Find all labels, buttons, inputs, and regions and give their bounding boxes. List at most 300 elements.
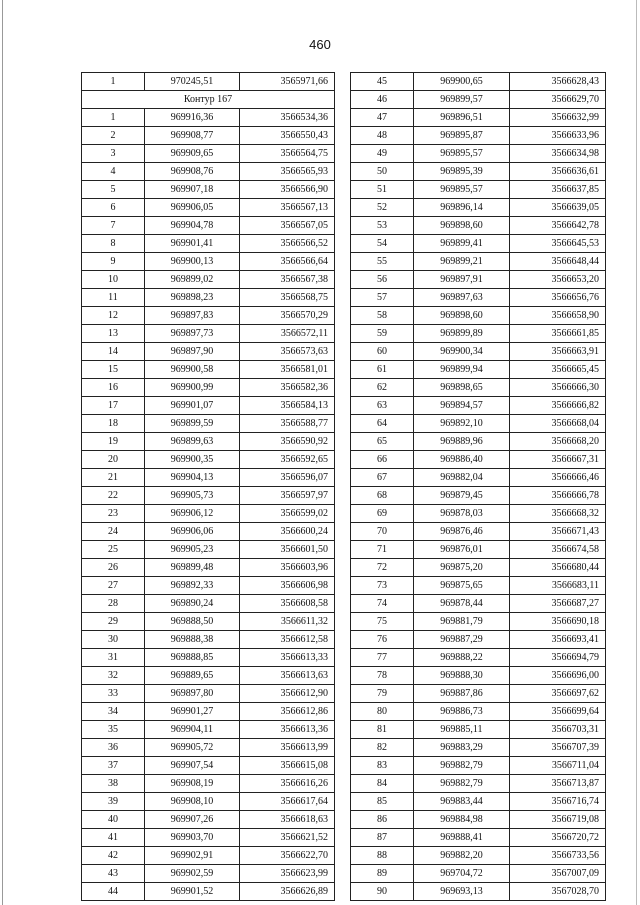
point-number-cell: 40	[82, 811, 145, 829]
point-number-cell: 38	[82, 775, 145, 793]
point-number-cell: 76	[351, 631, 414, 649]
table-row	[82, 379, 335, 397]
y-coordinate-cell: 3566656,76	[510, 289, 606, 307]
x-coordinate-cell: 969895,87	[414, 127, 510, 145]
table-row	[351, 91, 606, 109]
y-coordinate-cell: 3566716,74	[510, 793, 606, 811]
y-coordinate-cell: 3566663,91	[510, 343, 606, 361]
point-number-cell: 39	[82, 793, 145, 811]
point-number-cell: 8	[82, 235, 145, 253]
point-number-cell: 22	[82, 487, 145, 505]
x-coordinate-cell: 969876,46	[414, 523, 510, 541]
x-coordinate-cell: 969887,29	[414, 631, 510, 649]
x-coordinate-cell: 969899,63	[145, 433, 240, 451]
point-number-cell: 50	[351, 163, 414, 181]
y-coordinate-cell: 3566613,63	[240, 667, 335, 685]
table-row	[351, 379, 606, 397]
point-number-cell: 49	[351, 145, 414, 163]
x-coordinate-cell: 969907,54	[145, 757, 240, 775]
y-coordinate-cell: 3566565,93	[240, 163, 335, 181]
point-number-cell: 44	[82, 883, 145, 901]
point-number-cell: 75	[351, 613, 414, 631]
y-coordinate-cell: 3566599,02	[240, 505, 335, 523]
x-coordinate-cell: 969899,21	[414, 253, 510, 271]
table-row	[82, 739, 335, 757]
table-row	[82, 847, 335, 865]
table-row	[351, 289, 606, 307]
x-coordinate-cell: 969897,83	[145, 307, 240, 325]
y-coordinate-cell: 3566621,52	[240, 829, 335, 847]
table-row	[82, 721, 335, 739]
y-coordinate-cell: 3566597,97	[240, 487, 335, 505]
point-number-cell: 82	[351, 739, 414, 757]
x-coordinate-cell: 969895,39	[414, 163, 510, 181]
x-coordinate-cell: 969901,52	[145, 883, 240, 901]
x-coordinate-cell: 969901,07	[145, 397, 240, 415]
table-row	[82, 865, 335, 883]
y-coordinate-cell: 3566666,82	[510, 397, 606, 415]
x-coordinate-cell: 969888,30	[414, 667, 510, 685]
x-coordinate-cell: 969883,44	[414, 793, 510, 811]
y-coordinate-cell: 3566596,07	[240, 469, 335, 487]
y-coordinate-cell: 3566719,08	[510, 811, 606, 829]
table-row	[82, 235, 335, 253]
table-row	[82, 181, 335, 199]
y-coordinate-cell: 3567007,09	[510, 865, 606, 883]
point-number-cell: 83	[351, 757, 414, 775]
point-number-cell: 84	[351, 775, 414, 793]
point-number-cell: 89	[351, 865, 414, 883]
point-number-cell: 51	[351, 181, 414, 199]
point-number-cell: 43	[82, 865, 145, 883]
y-coordinate-cell: 3565971,66	[240, 73, 335, 91]
y-coordinate-cell: 3566694,79	[510, 649, 606, 667]
point-number-cell: 21	[82, 469, 145, 487]
x-coordinate-cell: 969886,73	[414, 703, 510, 721]
table-row	[351, 811, 606, 829]
y-coordinate-cell: 3566622,70	[240, 847, 335, 865]
table-row	[351, 487, 606, 505]
y-coordinate-cell: 3566567,13	[240, 199, 335, 217]
table-row	[82, 451, 335, 469]
point-number-cell: 64	[351, 415, 414, 433]
y-coordinate-cell: 3566613,99	[240, 739, 335, 757]
point-number-cell: 27	[82, 577, 145, 595]
x-coordinate-cell: 969900,35	[145, 451, 240, 469]
y-coordinate-cell: 3566603,96	[240, 559, 335, 577]
y-coordinate-cell: 3566617,64	[240, 793, 335, 811]
point-number-cell: 73	[351, 577, 414, 595]
x-coordinate-cell: 969905,23	[145, 541, 240, 559]
x-coordinate-cell: 969902,91	[145, 847, 240, 865]
table-row	[82, 523, 335, 541]
y-coordinate-cell: 3566666,30	[510, 379, 606, 397]
y-coordinate-cell: 3566637,85	[510, 181, 606, 199]
table-row	[351, 505, 606, 523]
point-number-cell: 42	[82, 847, 145, 865]
table-row	[351, 829, 606, 847]
point-number-cell: 79	[351, 685, 414, 703]
x-coordinate-cell: 969906,06	[145, 523, 240, 541]
table-row	[351, 145, 606, 163]
point-number-cell: 2	[82, 127, 145, 145]
table-row	[82, 109, 335, 127]
point-number-cell: 65	[351, 433, 414, 451]
table-row	[82, 163, 335, 181]
point-number-cell: 72	[351, 559, 414, 577]
table-row	[351, 739, 606, 757]
table-row	[82, 487, 335, 505]
point-number-cell: 35	[82, 721, 145, 739]
table-row	[351, 109, 606, 127]
point-number-cell: 25	[82, 541, 145, 559]
x-coordinate-cell: 969899,57	[414, 91, 510, 109]
x-coordinate-cell: 969888,50	[145, 613, 240, 631]
point-number-cell: 14	[82, 343, 145, 361]
table-row	[82, 649, 335, 667]
y-coordinate-cell: 3566626,89	[240, 883, 335, 901]
y-coordinate-cell: 3566665,45	[510, 361, 606, 379]
point-number-cell: 36	[82, 739, 145, 757]
point-number-cell: 24	[82, 523, 145, 541]
x-coordinate-cell: 969895,57	[414, 181, 510, 199]
table-row	[351, 631, 606, 649]
y-coordinate-cell: 3566612,58	[240, 631, 335, 649]
y-coordinate-cell: 3566642,78	[510, 217, 606, 235]
table-row	[351, 541, 606, 559]
x-coordinate-cell: 969897,91	[414, 271, 510, 289]
y-coordinate-cell: 3566570,29	[240, 307, 335, 325]
point-number-cell: 16	[82, 379, 145, 397]
x-coordinate-cell: 969899,02	[145, 271, 240, 289]
x-coordinate-cell: 969879,45	[414, 487, 510, 505]
point-number-cell: 78	[351, 667, 414, 685]
point-number-cell: 67	[351, 469, 414, 487]
x-coordinate-cell: 969883,29	[414, 739, 510, 757]
point-number-cell: 47	[351, 109, 414, 127]
x-coordinate-cell: 969881,79	[414, 613, 510, 631]
x-coordinate-cell: 969904,13	[145, 469, 240, 487]
table-row	[351, 613, 606, 631]
y-coordinate-cell: 3567028,70	[510, 883, 606, 901]
x-coordinate-cell: 969693,13	[414, 883, 510, 901]
point-number-cell: 26	[82, 559, 145, 577]
coordinates-table-left	[81, 72, 335, 901]
point-number-cell: 45	[351, 73, 414, 91]
table-row	[82, 145, 335, 163]
table-row	[351, 667, 606, 685]
table-row	[351, 73, 606, 91]
point-number-cell: 19	[82, 433, 145, 451]
coordinates-table-right	[350, 72, 606, 901]
x-coordinate-cell: 969878,44	[414, 595, 510, 613]
table-row	[82, 757, 335, 775]
y-coordinate-cell: 3566618,63	[240, 811, 335, 829]
y-coordinate-cell: 3566628,43	[510, 73, 606, 91]
x-coordinate-cell: 969876,01	[414, 541, 510, 559]
y-coordinate-cell: 3566707,39	[510, 739, 606, 757]
y-coordinate-cell: 3566683,11	[510, 577, 606, 595]
y-coordinate-cell: 3566590,92	[240, 433, 335, 451]
x-coordinate-cell: 969900,65	[414, 73, 510, 91]
x-coordinate-cell: 969887,86	[414, 685, 510, 703]
x-coordinate-cell: 969892,10	[414, 415, 510, 433]
y-coordinate-cell: 3566629,70	[510, 91, 606, 109]
table-row	[351, 595, 606, 613]
y-coordinate-cell: 3566566,64	[240, 253, 335, 271]
point-number-cell: 30	[82, 631, 145, 649]
point-number-cell: 41	[82, 829, 145, 847]
x-coordinate-cell: 969900,34	[414, 343, 510, 361]
table-row	[351, 649, 606, 667]
x-coordinate-cell: 969888,38	[145, 631, 240, 649]
point-number-cell: 5	[82, 181, 145, 199]
x-coordinate-cell: 969884,98	[414, 811, 510, 829]
table-row	[82, 631, 335, 649]
table-row	[351, 235, 606, 253]
table-row	[351, 523, 606, 541]
y-coordinate-cell: 3566666,78	[510, 487, 606, 505]
x-coordinate-cell: 969902,59	[145, 865, 240, 883]
x-coordinate-cell: 969906,05	[145, 199, 240, 217]
table-row	[351, 685, 606, 703]
point-number-cell: 85	[351, 793, 414, 811]
y-coordinate-cell: 3566661,85	[510, 325, 606, 343]
point-number-cell: 6	[82, 199, 145, 217]
table-row	[351, 721, 606, 739]
contour-caption: Контур 167	[82, 91, 335, 109]
x-coordinate-cell: 969906,12	[145, 505, 240, 523]
point-number-cell: 34	[82, 703, 145, 721]
x-coordinate-cell: 969889,65	[145, 667, 240, 685]
y-coordinate-cell: 3566645,53	[510, 235, 606, 253]
y-coordinate-cell: 3566667,31	[510, 451, 606, 469]
y-coordinate-cell: 3566699,64	[510, 703, 606, 721]
point-number-cell: 86	[351, 811, 414, 829]
table-row	[82, 253, 335, 271]
point-number-cell: 3	[82, 145, 145, 163]
table-row	[82, 289, 335, 307]
y-coordinate-cell: 3566534,36	[240, 109, 335, 127]
point-number-cell: 32	[82, 667, 145, 685]
table-row	[351, 325, 606, 343]
point-number-cell: 37	[82, 757, 145, 775]
table-row	[351, 865, 606, 883]
table-row	[351, 181, 606, 199]
table-row	[351, 775, 606, 793]
y-coordinate-cell: 3566671,43	[510, 523, 606, 541]
y-coordinate-cell: 3566615,08	[240, 757, 335, 775]
y-coordinate-cell: 3566613,36	[240, 721, 335, 739]
y-coordinate-cell: 3566653,20	[510, 271, 606, 289]
x-coordinate-cell: 969897,63	[414, 289, 510, 307]
table-row	[351, 361, 606, 379]
x-coordinate-cell: 969882,20	[414, 847, 510, 865]
table-row	[82, 217, 335, 235]
x-coordinate-cell: 969899,41	[414, 235, 510, 253]
x-coordinate-cell: 969704,72	[414, 865, 510, 883]
point-number-cell: 28	[82, 595, 145, 613]
y-coordinate-cell: 3566690,18	[510, 613, 606, 631]
x-coordinate-cell: 969901,41	[145, 235, 240, 253]
table-row	[351, 757, 606, 775]
x-coordinate-cell: 969890,24	[145, 595, 240, 613]
y-coordinate-cell: 3566601,50	[240, 541, 335, 559]
point-number-cell: 90	[351, 883, 414, 901]
point-number-cell: 57	[351, 289, 414, 307]
x-coordinate-cell: 969907,26	[145, 811, 240, 829]
table-row	[351, 433, 606, 451]
table-row	[351, 271, 606, 289]
y-coordinate-cell: 3566639,05	[510, 199, 606, 217]
table-row	[351, 253, 606, 271]
point-number-cell: 29	[82, 613, 145, 631]
point-number-cell: 81	[351, 721, 414, 739]
point-number-cell: 9	[82, 253, 145, 271]
x-coordinate-cell: 969908,19	[145, 775, 240, 793]
point-number-cell: 87	[351, 829, 414, 847]
y-coordinate-cell: 3566711,04	[510, 757, 606, 775]
x-coordinate-cell: 969895,57	[414, 145, 510, 163]
table-row	[351, 793, 606, 811]
point-number-cell: 61	[351, 361, 414, 379]
y-coordinate-cell: 3566668,04	[510, 415, 606, 433]
point-number-cell: 48	[351, 127, 414, 145]
y-coordinate-cell: 3566693,41	[510, 631, 606, 649]
table-row	[82, 199, 335, 217]
x-coordinate-cell: 969897,90	[145, 343, 240, 361]
x-coordinate-cell: 969908,10	[145, 793, 240, 811]
table-row	[351, 451, 606, 469]
table-row	[351, 469, 606, 487]
point-number-cell: 52	[351, 199, 414, 217]
x-coordinate-cell: 969900,13	[145, 253, 240, 271]
y-coordinate-cell: 3566564,75	[240, 145, 335, 163]
y-coordinate-cell: 3566623,99	[240, 865, 335, 883]
point-number-cell: 15	[82, 361, 145, 379]
point-number-cell: 53	[351, 217, 414, 235]
point-number-cell: 60	[351, 343, 414, 361]
point-number-cell: 54	[351, 235, 414, 253]
y-coordinate-cell: 3566668,20	[510, 433, 606, 451]
table-row	[82, 883, 335, 901]
x-coordinate-cell: 969875,65	[414, 577, 510, 595]
y-coordinate-cell: 3566720,72	[510, 829, 606, 847]
y-coordinate-cell: 3566674,58	[510, 541, 606, 559]
point-number-cell: 62	[351, 379, 414, 397]
table-row	[82, 703, 335, 721]
table-row	[351, 883, 606, 901]
table-row	[82, 685, 335, 703]
scan-edge-right	[636, 0, 637, 905]
y-coordinate-cell: 3566612,86	[240, 703, 335, 721]
x-coordinate-cell: 969905,72	[145, 739, 240, 757]
point-number-cell: 12	[82, 307, 145, 325]
point-number-cell: 11	[82, 289, 145, 307]
y-coordinate-cell: 3566658,90	[510, 307, 606, 325]
table-row	[82, 127, 335, 145]
point-number-cell: 71	[351, 541, 414, 559]
x-coordinate-cell: 969894,57	[414, 397, 510, 415]
point-number-cell: 17	[82, 397, 145, 415]
table-row	[351, 577, 606, 595]
table-row	[351, 343, 606, 361]
point-number-cell: 18	[82, 415, 145, 433]
y-coordinate-cell: 3566572,11	[240, 325, 335, 343]
table-row	[82, 793, 335, 811]
table-row	[82, 397, 335, 415]
x-coordinate-cell: 969899,89	[414, 325, 510, 343]
table-row	[82, 415, 335, 433]
y-coordinate-cell: 3566600,24	[240, 523, 335, 541]
y-coordinate-cell: 3566632,99	[510, 109, 606, 127]
y-coordinate-cell: 3566592,65	[240, 451, 335, 469]
table-row	[82, 595, 335, 613]
table-row	[82, 307, 335, 325]
x-coordinate-cell: 969899,48	[145, 559, 240, 577]
x-coordinate-cell: 969901,27	[145, 703, 240, 721]
table-row	[82, 811, 335, 829]
x-coordinate-cell: 969897,73	[145, 325, 240, 343]
y-coordinate-cell: 3566588,77	[240, 415, 335, 433]
x-coordinate-cell: 969875,20	[414, 559, 510, 577]
y-coordinate-cell: 3566606,98	[240, 577, 335, 595]
x-coordinate-cell: 969903,70	[145, 829, 240, 847]
x-coordinate-cell: 969899,94	[414, 361, 510, 379]
point-number-cell: 55	[351, 253, 414, 271]
x-coordinate-cell: 969897,80	[145, 685, 240, 703]
point-number-cell: 31	[82, 649, 145, 667]
y-coordinate-cell: 3566666,46	[510, 469, 606, 487]
table-row	[82, 667, 335, 685]
table-row	[82, 541, 335, 559]
point-number-cell: 23	[82, 505, 145, 523]
y-coordinate-cell: 3566581,01	[240, 361, 335, 379]
point-number-cell: 88	[351, 847, 414, 865]
point-number-cell: 74	[351, 595, 414, 613]
x-coordinate-cell: 969905,73	[145, 487, 240, 505]
y-coordinate-cell: 3566611,32	[240, 613, 335, 631]
point-number-cell: 58	[351, 307, 414, 325]
table-row	[351, 847, 606, 865]
x-coordinate-cell: 969888,22	[414, 649, 510, 667]
caption-row	[82, 91, 335, 109]
x-coordinate-cell: 969882,79	[414, 757, 510, 775]
table-row	[82, 343, 335, 361]
y-coordinate-cell: 3566733,56	[510, 847, 606, 865]
point-number-cell: 77	[351, 649, 414, 667]
table-row	[82, 505, 335, 523]
y-coordinate-cell: 3566567,38	[240, 271, 335, 289]
table-row	[82, 271, 335, 289]
table-row	[82, 559, 335, 577]
x-coordinate-cell: 969888,85	[145, 649, 240, 667]
y-coordinate-cell: 3566636,61	[510, 163, 606, 181]
table-row	[82, 829, 335, 847]
y-coordinate-cell: 3566703,31	[510, 721, 606, 739]
y-coordinate-cell: 3566612,90	[240, 685, 335, 703]
x-coordinate-cell: 969908,76	[145, 163, 240, 181]
x-coordinate-cell: 969898,65	[414, 379, 510, 397]
table-row	[82, 469, 335, 487]
table-row	[82, 325, 335, 343]
x-coordinate-cell: 969892,33	[145, 577, 240, 595]
x-coordinate-cell: 969900,58	[145, 361, 240, 379]
x-coordinate-cell: 969909,65	[145, 145, 240, 163]
point-number-cell: 1	[82, 109, 145, 127]
table-row	[82, 577, 335, 595]
x-coordinate-cell: 969908,77	[145, 127, 240, 145]
